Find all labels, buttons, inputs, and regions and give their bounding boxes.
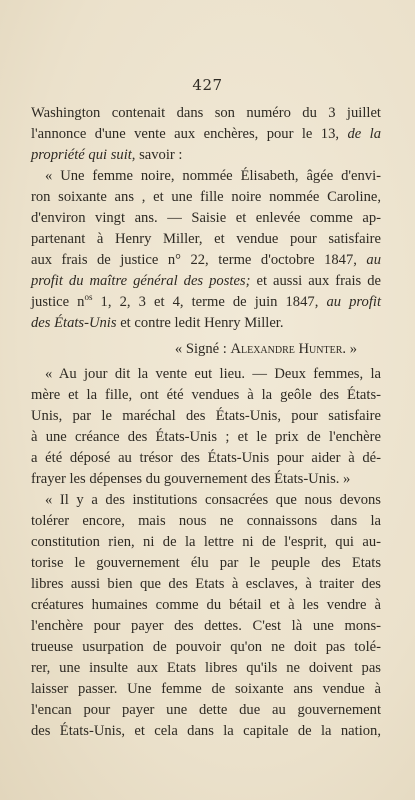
text-segment: « Une femme noire, nommée Élisabeth, âgée d'envi- [45, 168, 381, 184]
signature-line [31, 334, 381, 364]
text-segment: frayer les dépenses du gouvernement des États-Unis. » [31, 471, 351, 487]
text-line [31, 574, 381, 595]
text-segment: justice n [31, 294, 85, 310]
italic-segment: au profit [326, 294, 382, 310]
text-line [31, 490, 381, 511]
text-line [31, 595, 381, 616]
text-segment: laisser passer. Une femme de soixante ans vendue à [31, 681, 381, 697]
text-segment: « Il y a des institutions consacrées que nous devons [45, 492, 381, 508]
text-line [31, 553, 381, 574]
text-line [31, 124, 381, 145]
text-segment: créatures humaines comme du bétail et à les vendre à [31, 597, 381, 613]
text-line [31, 145, 381, 166]
body-text [31, 103, 381, 742]
text-segment: des États-Unis, et cela dans la capitale de la nation, [31, 723, 381, 739]
text-segment: l'enchère pour payer des dettes. C'est là une mons- [31, 618, 381, 634]
text-line [31, 427, 381, 448]
text-segment: rer, une insulte aux Etats libres qu'ils ne doivent pas [31, 660, 381, 676]
text-line [31, 406, 381, 427]
text-line [31, 721, 381, 742]
text-segment: savoir : [135, 147, 183, 163]
text-segment: partenant à Henry Miller, et vendue pour satisfaire [31, 231, 381, 247]
text-segment: et contre ledit Henry Miller. [116, 315, 284, 331]
signature-name: Alexandre Hunter [230, 341, 343, 357]
italic-segment: des États-Unis [31, 315, 117, 331]
page-number: 427 [192, 76, 223, 94]
text-segment: aux frais de justice n° 22, terme d'octobre 1847, [31, 252, 367, 268]
text-line [31, 187, 381, 208]
text-line [31, 700, 381, 721]
text-line [31, 532, 381, 553]
text-line [31, 208, 381, 229]
text-segment: à une créance des États-Unis ; et le prix de l'enchère [31, 429, 381, 445]
text-segment: os [84, 292, 93, 303]
text-segment: et aussi aux frais de [250, 273, 381, 289]
text-segment: trueuse usurpation de pouvoir qu'on ne doit pas tolé- [31, 639, 381, 655]
text-segment: . » [342, 341, 357, 357]
text-line [31, 679, 381, 700]
italic-segment: propriété qui suit, [31, 147, 136, 163]
text-line [31, 250, 381, 271]
text-line [31, 364, 381, 385]
text-segment: mère et la fille, ont été vendues à la geôle des États- [31, 387, 381, 403]
text-segment: 1, 2, 3 et 4, terme de juin 1847, [92, 294, 327, 310]
text-line [31, 271, 381, 292]
text-segment: ron soixante ans , et une fille noire nommée Caroline, [31, 189, 381, 205]
text-line [31, 616, 381, 637]
text-segment: libres aussi bien que des Etats à esclaves, à traiter des [31, 576, 381, 592]
text-segment: Washington contenait dans son numéro du 3 juillet [31, 105, 381, 121]
text-segment: d'environ vingt ans. — Saisie et enlevée comme ap- [31, 210, 381, 226]
text-line [31, 448, 381, 469]
text-segment: l'annonce d'une vente aux enchères, pour le 13, [31, 126, 348, 142]
text-line [31, 385, 381, 406]
text-segment: « Au jour dit la vente eut lieu. — Deux femmes, la [45, 366, 381, 382]
italic-segment: profit du maître général des postes; [31, 273, 251, 289]
text-segment: torise le gouvernement élu par le peuple des Etats [31, 555, 381, 571]
text-segment: tolérer encore, mais nous ne connaissons dans la [31, 513, 381, 529]
text-segment: constitution rien, ni de la lettre ni de l'esprit, qui au- [31, 534, 381, 550]
italic-segment: de la [347, 126, 381, 142]
text-line [31, 229, 381, 250]
text-segment: « Signé : [174, 341, 231, 357]
text-line [31, 469, 381, 490]
text-segment: l'encan pour payer une dette due au gouvernement [31, 702, 381, 718]
text-segment: Unis, par le maréchal des États-Unis, pour satisfaire [31, 408, 381, 424]
text-line [31, 658, 381, 679]
text-line [31, 637, 381, 658]
text-line [31, 166, 381, 187]
text-segment: a été déposé au trésor des États-Unis pour aider à dé- [31, 450, 381, 466]
text-line [31, 313, 381, 334]
text-line [31, 292, 381, 313]
text-line [31, 511, 381, 532]
italic-segment: au [366, 252, 381, 268]
text-line [31, 103, 381, 124]
